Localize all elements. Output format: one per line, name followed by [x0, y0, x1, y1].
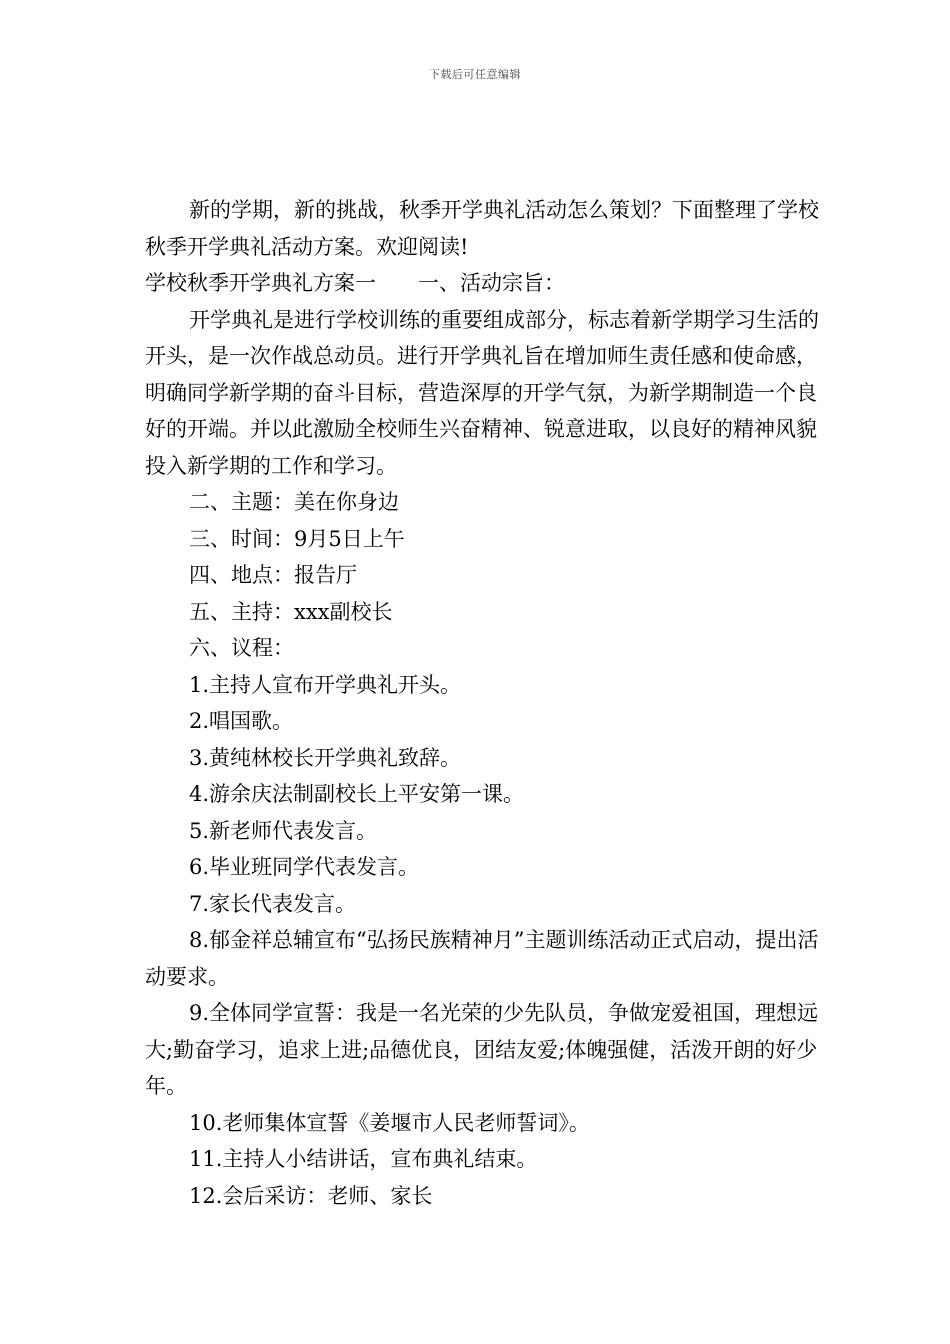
intro-paragraph: 新的学期，新的挑战，秋季开学典礼活动怎么策划？下面整理了学校秋季开学典礼活动方案。欢迎阅读! [145, 198, 819, 259]
page-header: 下载后可任意编辑 [429, 68, 521, 81]
agenda-item: 11.主持人小结讲话，宣布典礼结束。 [189, 1147, 538, 1171]
agenda-item: 4.游余庆法制副校长上平安第一课。 [189, 782, 525, 806]
agenda-item: 12.会后采访：老师、家长 [189, 1183, 433, 1208]
agenda-item: 9.全体同学宣誓：我是一名光荣的少先队员，争做宠爱祖国，理想远大;勤奋学习，追求上进;品德优良，团结友爱;体魄强健，活泼开朗的好少年。 [145, 1001, 819, 1098]
agenda-item: 5.新老师代表发言。 [189, 818, 378, 843]
agenda-item: 10.老师集体宣誓《姜堰市人民老师誓词》。 [189, 1110, 590, 1135]
agenda-item: 2.唱国歌。 [189, 709, 294, 733]
section-heading: 学校秋季开学典礼方案一 一、活动宗旨： [145, 271, 565, 295]
agenda-item: 8.郁金祥总辅宣布“弘扬民族精神月”主题训练活动正式启动，提出活动要求。 [145, 928, 819, 989]
agenda-item: 1.主持人宣布开学典礼开头。 [189, 672, 462, 697]
agenda-item: 7.家长代表发言。 [189, 891, 357, 916]
agenda-item: 3.黄纯林校长开学典礼致辞。 [189, 745, 462, 770]
agenda-title: 六、议程： [189, 636, 294, 660]
theme-line: 二、主题：美在你身边 [189, 490, 399, 514]
host-line: 五、主持：xxx副校长 [189, 599, 393, 624]
purpose-paragraph: 开学典礼是进行学校训练的重要组成部分，标志着新学期学习生活的开头，是一次作战总动员。进行开学典礼旨在增加师生责任感和使命感，明确同学新学期的奋斗目标，营造深厚的开学气氛，为新学期制造一个良好的开端。并以此激励全校师生兴奋精神、锐意进取，以良好的精神风貌投入新学期的工作和学习。 [145, 307, 819, 478]
time-line: 三、时间：9月5日上午 [189, 526, 405, 551]
agenda-item: 6.毕业班同学代表发言。 [189, 855, 420, 879]
document-body [145, 192, 825, 1214]
place-line: 四、地点：报告厅 [189, 563, 357, 587]
